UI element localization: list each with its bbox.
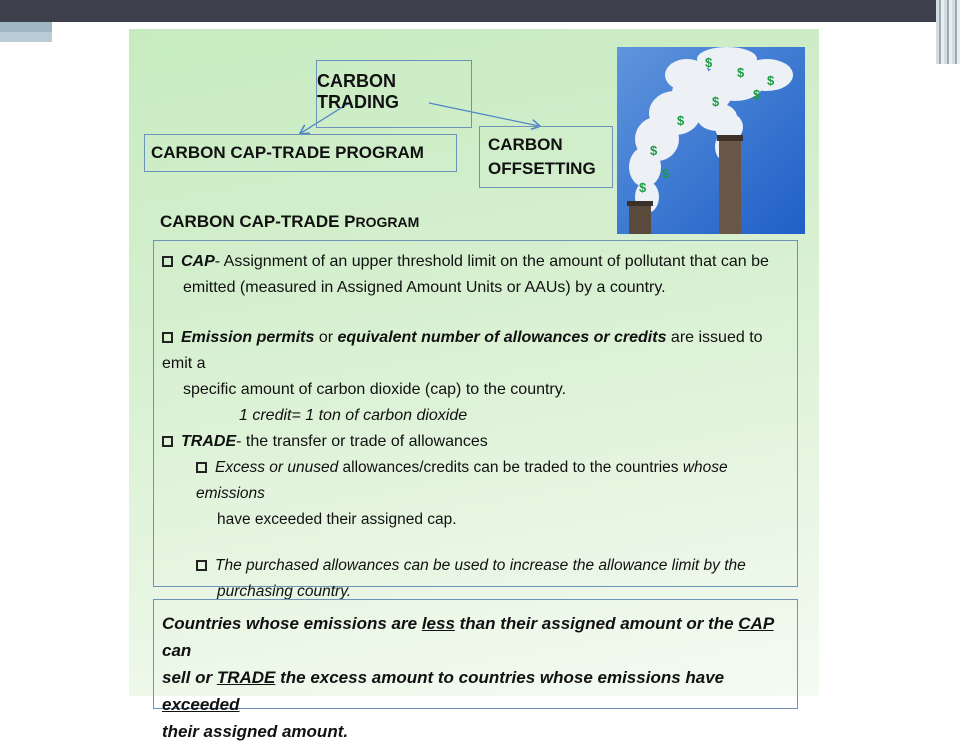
svg-text:$: $ [705, 55, 713, 70]
cap-term: CAP [181, 253, 215, 270]
svg-text:$: $ [650, 143, 658, 158]
checkbox-bullet-icon [162, 332, 173, 343]
section-heading [160, 212, 419, 232]
offsetting-label-line1: CARBON [488, 135, 563, 154]
cap-trade-details-panel [153, 240, 798, 600]
sub2-a: The purchased allowances can be used to increase the allowance limit by the [215, 557, 746, 574]
svg-text:$: $ [753, 87, 761, 102]
diagram-root-carbon-trading [316, 60, 472, 128]
cap-trade-label: CARBON CAP-TRADE PROGRAM [151, 143, 424, 162]
permits-text-2: specific amount of carbon dioxide (cap) to the country. [183, 381, 567, 398]
bullet-trade [162, 429, 792, 605]
summary-line-3: their assigned amount. [162, 722, 349, 741]
bullet-permits [162, 325, 792, 429]
sub-bullet-purchased [162, 553, 792, 605]
summary-line-2: sell or TRADE the excess amount to countries whose emissions have exceeded [162, 668, 725, 714]
summary-line-1: Countries whose emissions are less than their assigned amount or the CAP can [162, 614, 774, 660]
offsetting-label-line2: OFFSETTING [488, 159, 596, 178]
cap-text-2: emitted (measured in Assigned Amount Units or AAUs) by a country. [183, 279, 666, 296]
trade-text: - the transfer or trade of allowances [236, 433, 488, 450]
smokestack-photo [617, 47, 805, 234]
section-heading-small-caps: ROGRAM [355, 214, 420, 230]
summary-box [153, 599, 798, 741]
right-accent-stripes [936, 0, 960, 64]
root-label: CARBON TRADING [317, 71, 399, 112]
permits-term-2: equivalent number of allowances or credits [337, 329, 667, 346]
permits-text-1: are issued to emit a [162, 329, 763, 372]
sub1-a: Excess or unused [215, 459, 339, 476]
sub-bullet-excess [162, 455, 792, 533]
svg-text:$: $ [737, 65, 745, 80]
top-bar [0, 0, 960, 22]
trade-term: TRADE [181, 433, 237, 450]
svg-text:$: $ [662, 166, 670, 181]
svg-text:$: $ [767, 73, 775, 88]
permits-term-1: Emission permits [181, 329, 315, 346]
checkbox-bullet-icon [196, 462, 207, 473]
diagram-node-offsetting [479, 126, 613, 188]
sub2-b: purchasing country. [217, 583, 352, 600]
cap-text-1: - Assignment of an upper threshold limit on the amount of pollutant that can be [214, 253, 769, 270]
checkbox-bullet-icon [162, 436, 173, 447]
section-heading-main: CARBON CAP-TRADE P [160, 212, 356, 231]
checkbox-bullet-icon [196, 560, 207, 571]
diagram-node-cap-trade [144, 134, 457, 172]
left-accent-stripe [0, 22, 52, 32]
sub1-b: allowances/credits can be traded to the countries [338, 459, 683, 476]
sub1-d: have exceeded their assigned cap. [217, 511, 457, 528]
credit-equation: 1 credit= 1 ton of carbon dioxide [239, 407, 468, 424]
checkbox-bullet-icon [162, 256, 173, 267]
permits-or: or [314, 329, 338, 346]
slide-content [129, 29, 819, 741]
svg-text:$: $ [639, 180, 647, 195]
sub1-c: whose emissions [196, 459, 728, 502]
svg-text:$: $ [677, 113, 685, 128]
bullet-cap [162, 249, 792, 301]
svg-text:$: $ [712, 94, 720, 109]
